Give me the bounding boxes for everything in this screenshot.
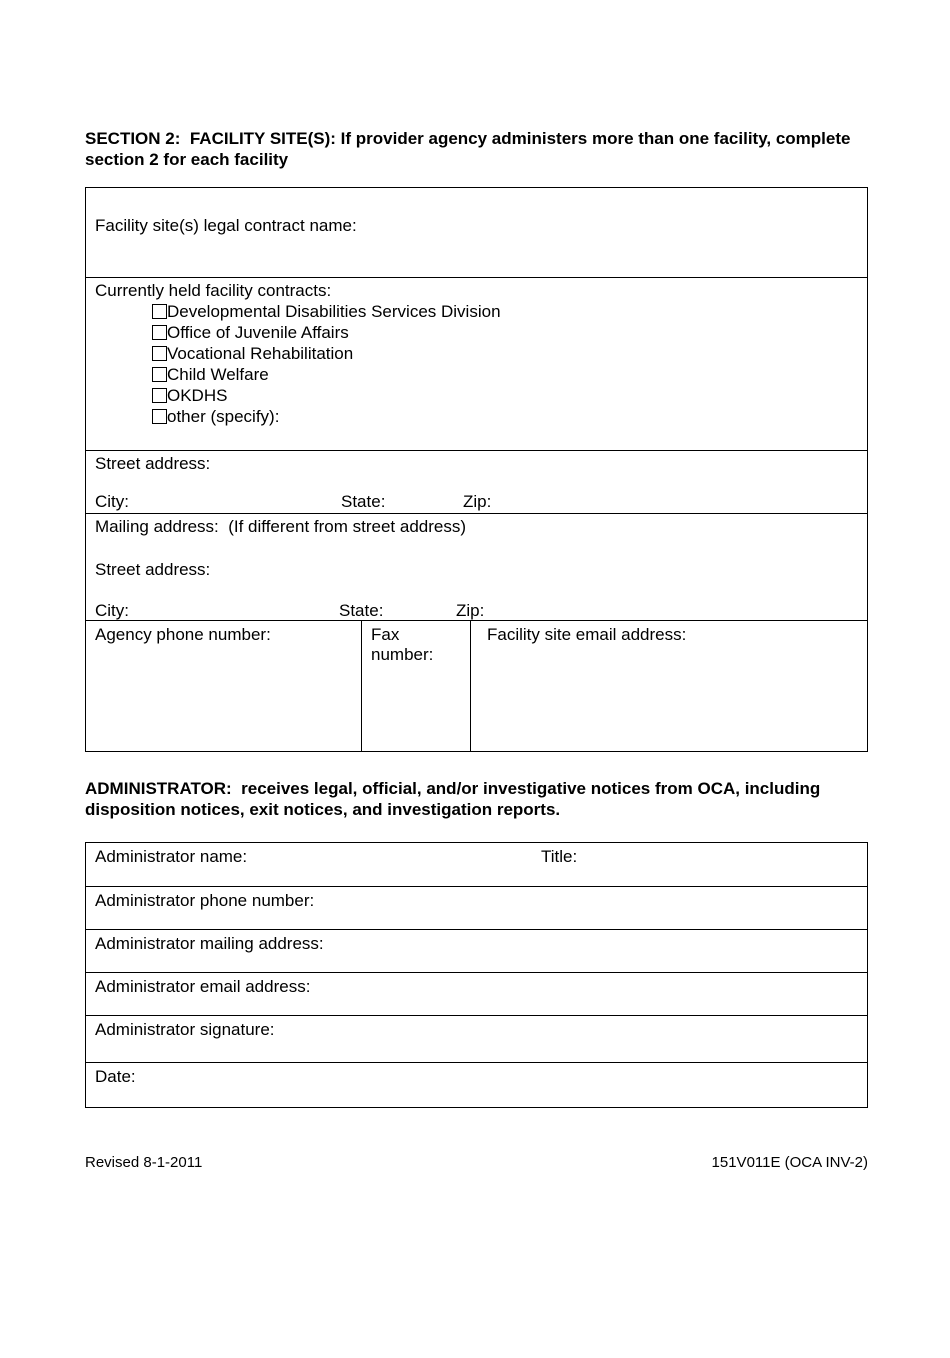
contracts-label: Currently held facility contracts: xyxy=(95,281,332,300)
city-label: City: xyxy=(95,492,129,511)
checkbox-label-other: other (specify): xyxy=(167,407,280,426)
checkbox-ddsd[interactable] xyxy=(152,304,167,319)
fax-number-label: Fax number: xyxy=(371,625,434,664)
facility-site-table xyxy=(85,187,868,752)
form-page xyxy=(85,128,868,1108)
administrator-title-label: Title: xyxy=(541,847,578,866)
facility-email-label: Facility site email address: xyxy=(487,625,687,644)
administrator-name-cell xyxy=(86,843,867,886)
checkbox-row-oja xyxy=(152,322,858,343)
administrator-name-label: Administrator name: xyxy=(95,847,248,866)
checkbox-other[interactable] xyxy=(152,409,167,424)
street-address-cell xyxy=(86,451,867,514)
facility-email-cell xyxy=(471,621,867,751)
fax-number-cell xyxy=(361,621,471,751)
date-cell xyxy=(86,1062,867,1107)
revised-date: Revised 8-1-2011 xyxy=(85,1154,203,1171)
administrator-heading: ADMINISTRATOR: receives legal, official, and/or investigative notices from OCA, including disposition notices, exit notices, and investigation reports. xyxy=(85,779,825,819)
date-label: Date: xyxy=(95,1067,136,1086)
checkbox-child-welfare[interactable] xyxy=(152,367,167,382)
administrator-table xyxy=(85,842,868,1108)
state-label: State: xyxy=(341,492,386,511)
checkbox-voc-rehab[interactable] xyxy=(152,346,167,361)
form-number: 151V011E (OCA INV-2) xyxy=(711,1154,868,1171)
checkbox-label-okdhs: OKDHS xyxy=(167,386,228,405)
phone-fax-email-row xyxy=(86,621,867,751)
mailing-state-label: State: xyxy=(339,601,384,620)
agency-phone-label: Agency phone number: xyxy=(95,625,271,644)
section2-heading: SECTION 2: FACILITY SITE(S): If provider agency administers more than one facility, complete section 2 for each facility xyxy=(85,129,856,169)
administrator-email-cell xyxy=(86,972,867,1015)
checkbox-row-voc-rehab xyxy=(152,343,858,364)
checkbox-label-child-welfare: Child Welfare xyxy=(167,365,269,384)
mailing-zip-label: Zip: xyxy=(456,601,485,620)
mailing-city-label: City: xyxy=(95,601,129,620)
agency-phone-cell xyxy=(86,621,361,751)
checkbox-label-ddsd: Developmental Disabilities Services Division xyxy=(167,302,501,321)
administrator-phone-label: Administrator phone number: xyxy=(95,891,315,910)
checkbox-row-ddsd xyxy=(152,301,858,322)
checkbox-label-oja: Office of Juvenile Affairs xyxy=(167,323,349,342)
checkbox-oja[interactable] xyxy=(152,325,167,340)
zip-label: Zip: xyxy=(463,492,492,511)
page-footer xyxy=(85,1154,868,1171)
checkbox-okdhs[interactable] xyxy=(152,388,167,403)
mailing-address-label: Mailing address: (If different from street address) xyxy=(95,517,467,536)
administrator-mailing-label: Administrator mailing address: xyxy=(95,934,324,953)
checkbox-row-other xyxy=(152,406,858,427)
street-address-label: Street address: xyxy=(95,454,211,473)
administrator-phone-cell xyxy=(86,886,867,929)
mailing-street-address-label: Street address: xyxy=(95,560,211,579)
checkbox-row-child-welfare xyxy=(152,364,858,385)
checkbox-label-voc-rehab: Vocational Rehabilitation xyxy=(167,344,354,363)
administrator-email-label: Administrator email address: xyxy=(95,977,311,996)
facility-legal-name-label: Facility site(s) legal contract name: xyxy=(95,216,357,235)
checkbox-row-okdhs xyxy=(152,385,858,406)
contracts-checkbox-list xyxy=(152,301,858,427)
administrator-signature-cell xyxy=(86,1015,867,1062)
administrator-mailing-cell xyxy=(86,929,867,972)
administrator-signature-label: Administrator signature: xyxy=(95,1020,275,1039)
facility-legal-name-cell xyxy=(86,188,867,278)
mailing-address-cell xyxy=(86,514,867,621)
facility-contracts-cell xyxy=(86,278,867,451)
